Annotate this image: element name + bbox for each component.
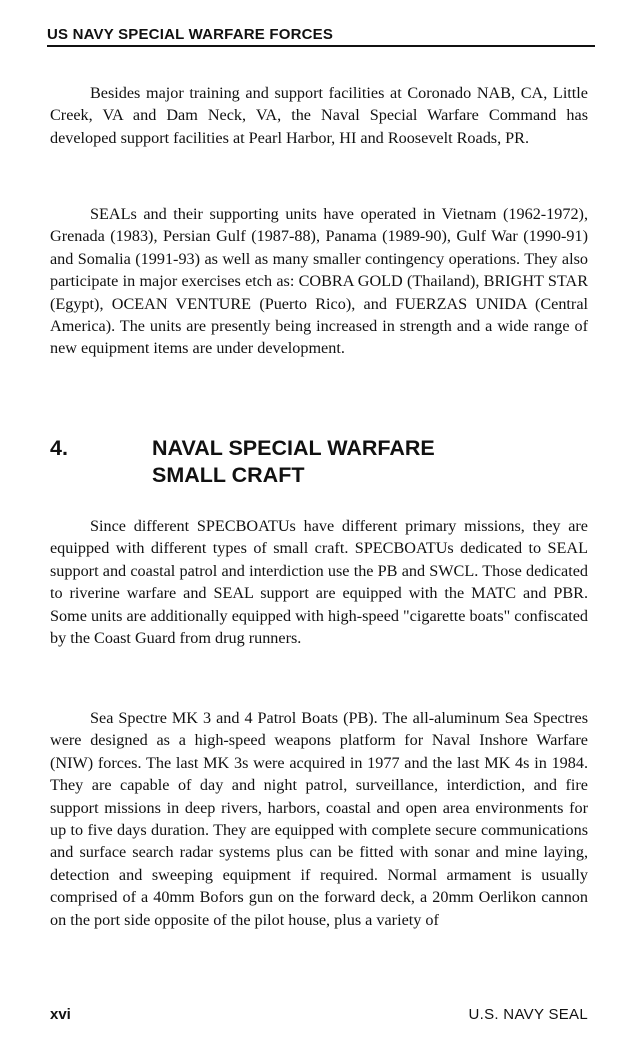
paragraph-text: SEALs and their supporting units have operated in Vietnam (1962-1972), Grenada (1983), Persian Gulf (1987-88), Panama (1989-90), Gulf War (1990-91) and Somalia (1991-93) as well as many smaller contingency operations. They also participate in major exercises etch as: COBRA GOLD (Thailand), BRIGHT STAR (Egypt), OCEAN VENTURE (Puerto Rico), and FUERZAS UNIDA (Central America). The units are presently being increased in strength and a wide range of new equipment items are under development. bbox=[50, 205, 588, 358]
section-title bbox=[152, 435, 552, 489]
paragraph-text: Besides major training and support facilities at Coronado NAB, CA, Little Creek, VA and Dam Neck, VA, the Naval Special Warfare Command has developed support facilities at Pearl Harbor, HI and Roosevelt Roads, PR. bbox=[50, 84, 588, 147]
paragraph-sea-spectre bbox=[50, 707, 588, 931]
paragraph-operations bbox=[50, 203, 588, 360]
paragraph-specboatus bbox=[50, 515, 588, 649]
section-title-line: SMALL CRAFT bbox=[152, 463, 305, 487]
section-title-line: NAVAL SPECIAL WARFARE bbox=[152, 436, 435, 460]
footer-book-title: U.S. NAVY SEAL bbox=[468, 1006, 588, 1023]
section-number: 4. bbox=[50, 436, 68, 460]
paragraph-text: Since different SPECBOATUs have different primary missions, they are equipped with different types of small craft. SPECBOATUs dedicated to SEAL support and coastal patrol and interdiction use the PB and SWCL. Those dedicated to riverine warfare and SEAL support are equipped with the MATC and PBR. Some units are additionally equipped with high-speed "cigarette boats" confiscated by the Coast Guard from drug runners. bbox=[50, 517, 588, 648]
paragraph-text: Sea Spectre MK 3 and 4 Patrol Boats (PB). The all-aluminum Sea Spectres were designed as a high-speed weapons platform for Naval Inshore Warfare (NIW) forces. The last MK 3s were acquired in 1977 and the last MK 4s in 1984. They are capable of day and night patrol, surveillance, interdiction, and fire support missions in deep rivers, harbors, coastal and open area environments for up to five days duration. They are equipped with complete secure communications and surface search radar systems plus can be fitted with sonar and mine laying, detection and sweeping equipment if required. Normal armament is usually comprised of a 40mm Bofors gun on the forward deck, a 20mm Oerlikon cannon on the port side opposite of the pilot house, plus a variety of bbox=[50, 709, 588, 929]
page-number: xvi bbox=[50, 1006, 71, 1023]
running-header bbox=[47, 26, 595, 47]
paragraph-facilities bbox=[50, 82, 588, 149]
running-header-title: US NAVY SPECIAL WARFARE FORCES bbox=[47, 26, 334, 43]
